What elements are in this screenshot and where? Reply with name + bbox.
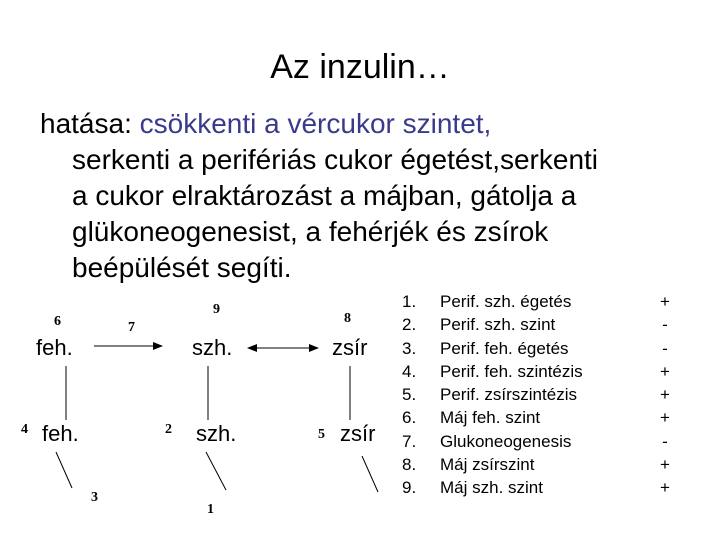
node-feh-bottom: feh.	[42, 421, 79, 446]
legend-index: 8.	[402, 455, 417, 475]
legend-text: Máj zsírszint	[440, 455, 535, 475]
legend-row	[402, 476, 675, 499]
pathway-number-9: 9	[213, 302, 220, 317]
legend-row	[402, 430, 675, 453]
legend-row	[402, 313, 675, 336]
legend-sign: +	[660, 361, 670, 381]
node-feh-top: feh.	[36, 335, 73, 360]
legend-text: Máj szh. szint	[440, 478, 543, 498]
legend-index: 3.	[402, 338, 417, 358]
effect-line: serkenti a perifériás cukor égetést,serkenti	[72, 144, 599, 175]
node-szh-top: szh.	[192, 335, 233, 360]
legend-sign: -	[662, 338, 668, 358]
legend-sign: +	[660, 292, 670, 311]
effect-label: hatása:	[40, 108, 140, 139]
legend-index: 4.	[402, 361, 417, 381]
node-zsir-bottom: zsír	[340, 421, 376, 446]
legend-text: Perif. szh. szint	[440, 315, 556, 335]
legend-sign: +	[660, 478, 670, 498]
pathway-number-2: 2	[165, 422, 172, 437]
legend-index: 2.	[402, 315, 417, 335]
legend-text: Glukoneogenesis	[440, 431, 572, 451]
effect-line: glükoneogenesist, a fehérjék és zsírok	[72, 216, 549, 247]
legend-index: 1.	[402, 292, 417, 311]
pathway-number-7: 7	[128, 320, 135, 335]
legend-index: 7.	[402, 431, 417, 451]
connector-zsir-diagonal	[362, 456, 378, 492]
legend-row	[402, 290, 675, 313]
legend-text: Máj feh. szint	[440, 408, 541, 428]
pathway-number-1: 1	[207, 502, 214, 517]
legend-row	[402, 337, 675, 360]
connector-feh-diagonal	[56, 452, 72, 488]
legend-index: 9.	[402, 478, 417, 498]
legend-sign: -	[662, 431, 668, 451]
pathway-number-6: 6	[54, 314, 61, 329]
legend-sign: +	[660, 455, 670, 475]
legend-row	[402, 453, 675, 476]
node-szh-bottom: szh.	[196, 421, 237, 446]
legend-row	[402, 383, 675, 406]
legend-sign: -	[662, 315, 668, 335]
legend-text: Perif. zsírszintézis	[440, 385, 577, 405]
effect-line: beépülését segíti.	[72, 252, 292, 283]
effect-first-item: csökkenti a vércukor szintet,	[139, 108, 492, 139]
legend-sign: +	[660, 385, 670, 405]
legend-text: Perif. feh. szintézis	[440, 361, 583, 381]
legend-text: Perif. feh. égetés	[440, 338, 569, 358]
effect-line: a cukor elraktározást a májban, gátolja a	[72, 180, 577, 211]
node-zsir-top: zsír	[332, 335, 368, 360]
effects-legend	[402, 290, 675, 500]
pathway-number-8: 8	[344, 311, 351, 326]
legend-index: 6.	[402, 408, 417, 428]
legend-text: Perif. szh. égetés	[440, 292, 572, 311]
pathway-number-4: 4	[21, 422, 28, 437]
pathway-number-3: 3	[91, 490, 98, 505]
legend-index: 5.	[402, 385, 417, 405]
connector-szh-diagonal	[206, 452, 226, 490]
pathway-number-5: 5	[318, 427, 325, 442]
legend-sign: +	[660, 408, 670, 428]
legend-row	[402, 360, 675, 383]
page-title: Az inzulin…	[270, 48, 450, 86]
legend-row	[402, 406, 675, 429]
